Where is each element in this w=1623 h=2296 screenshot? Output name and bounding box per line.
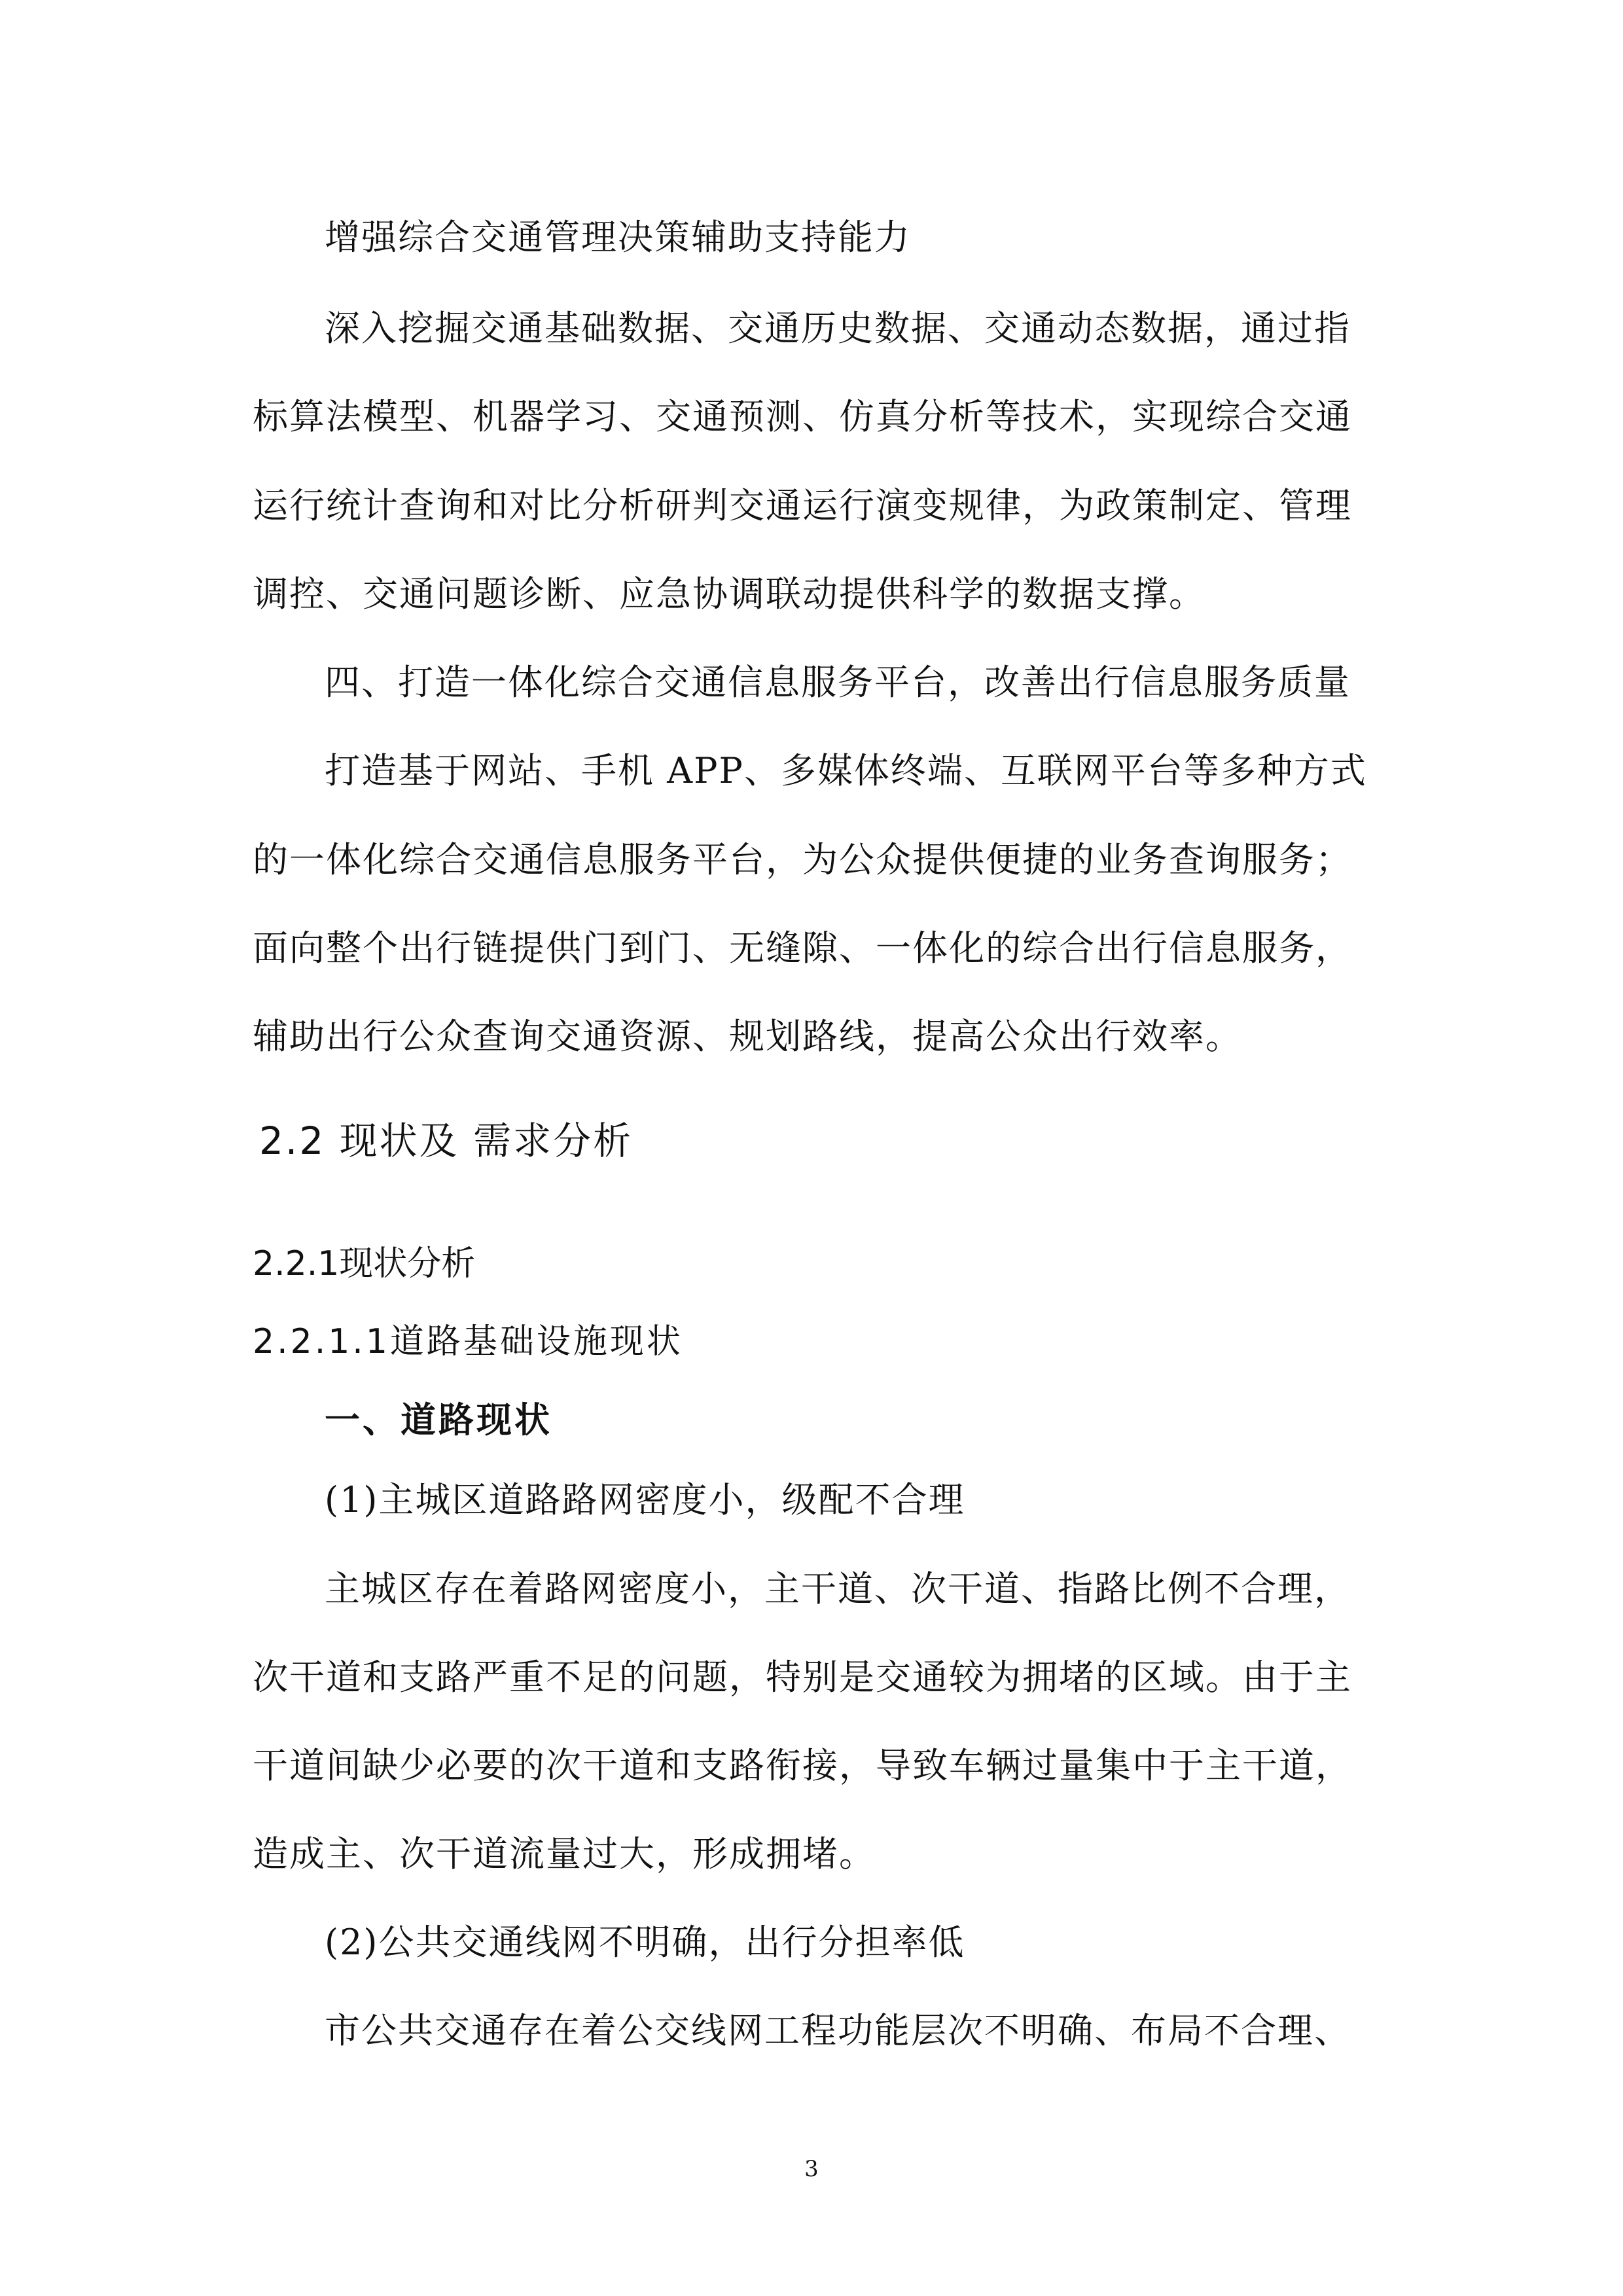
paragraph-heading: 增强综合交通管理决策辅助支持能力 — [325, 217, 911, 258]
paragraph-line: 运行统计查询和对比分析研判交通运行演变规律，为政策制定、管理 — [253, 485, 1352, 526]
heading-level-2: 2.2 现状及 需求分析 — [259, 1119, 633, 1163]
paragraph-line: 造成主、次干道流量过大，形成拥堵。 — [253, 1833, 876, 1874]
heading-level-3: 2.2.1现状分析 — [253, 1244, 476, 1283]
paragraph-line: 次干道和支路严重不足的问题，特别是交通较为拥堵的区域。由于主 — [253, 1657, 1352, 1698]
heading-level-4: 2.2.1.1道路基础设施现状 — [253, 1322, 683, 1361]
item-title: (1)主城区道路路网密度小，级配不合理 — [325, 1479, 965, 1520]
paragraph-line: 调控、交通问题诊断、应急协调联动提供科学的数据支撑。 — [253, 573, 1205, 615]
paragraph-line: 深入挖掘交通基础数据、交通历史数据、交通动态数据，通过指 — [325, 308, 1351, 349]
page-number: 3 — [804, 2156, 819, 2182]
paragraph-line: 干道间缺少必要的次干道和支路衔接，导致车辆过量集中于主干道， — [253, 1745, 1352, 1786]
paragraph-line: 市公共交通存在着公交线网工程功能层次不明确、布局不合理、 — [325, 2010, 1351, 2051]
paragraph-line: 打造基于网站、手机 APP、多媒体终端、互联网平台等多种方式 — [325, 750, 1367, 791]
paragraph-line: 标算法模型、机器学习、交通预测、仿真分析等技术，实现综合交通 — [253, 396, 1352, 437]
paragraph-line: 辅助出行公众查询交通资源、规划路线，提高公众出行效率。 — [253, 1016, 1242, 1057]
item-title: (2)公共交通线网不明确，出行分担率低 — [325, 1922, 965, 1963]
paragraph-line: 面向整个出行链提供门到门、无缝隙、一体化的综合出行信息服务， — [253, 927, 1352, 969]
heading-level-5: 一、道路现状 — [325, 1399, 552, 1441]
paragraph-line: 主城区存在着路网密度小，主干道、次干道、指路比例不合理， — [325, 1568, 1351, 1609]
paragraph-line: 的一体化综合交通信息服务平台，为公众提供便捷的业务查询服务； — [253, 839, 1352, 880]
section-heading: 四、打造一体化综合交通信息服务平台，改善出行信息服务质量 — [325, 662, 1351, 703]
